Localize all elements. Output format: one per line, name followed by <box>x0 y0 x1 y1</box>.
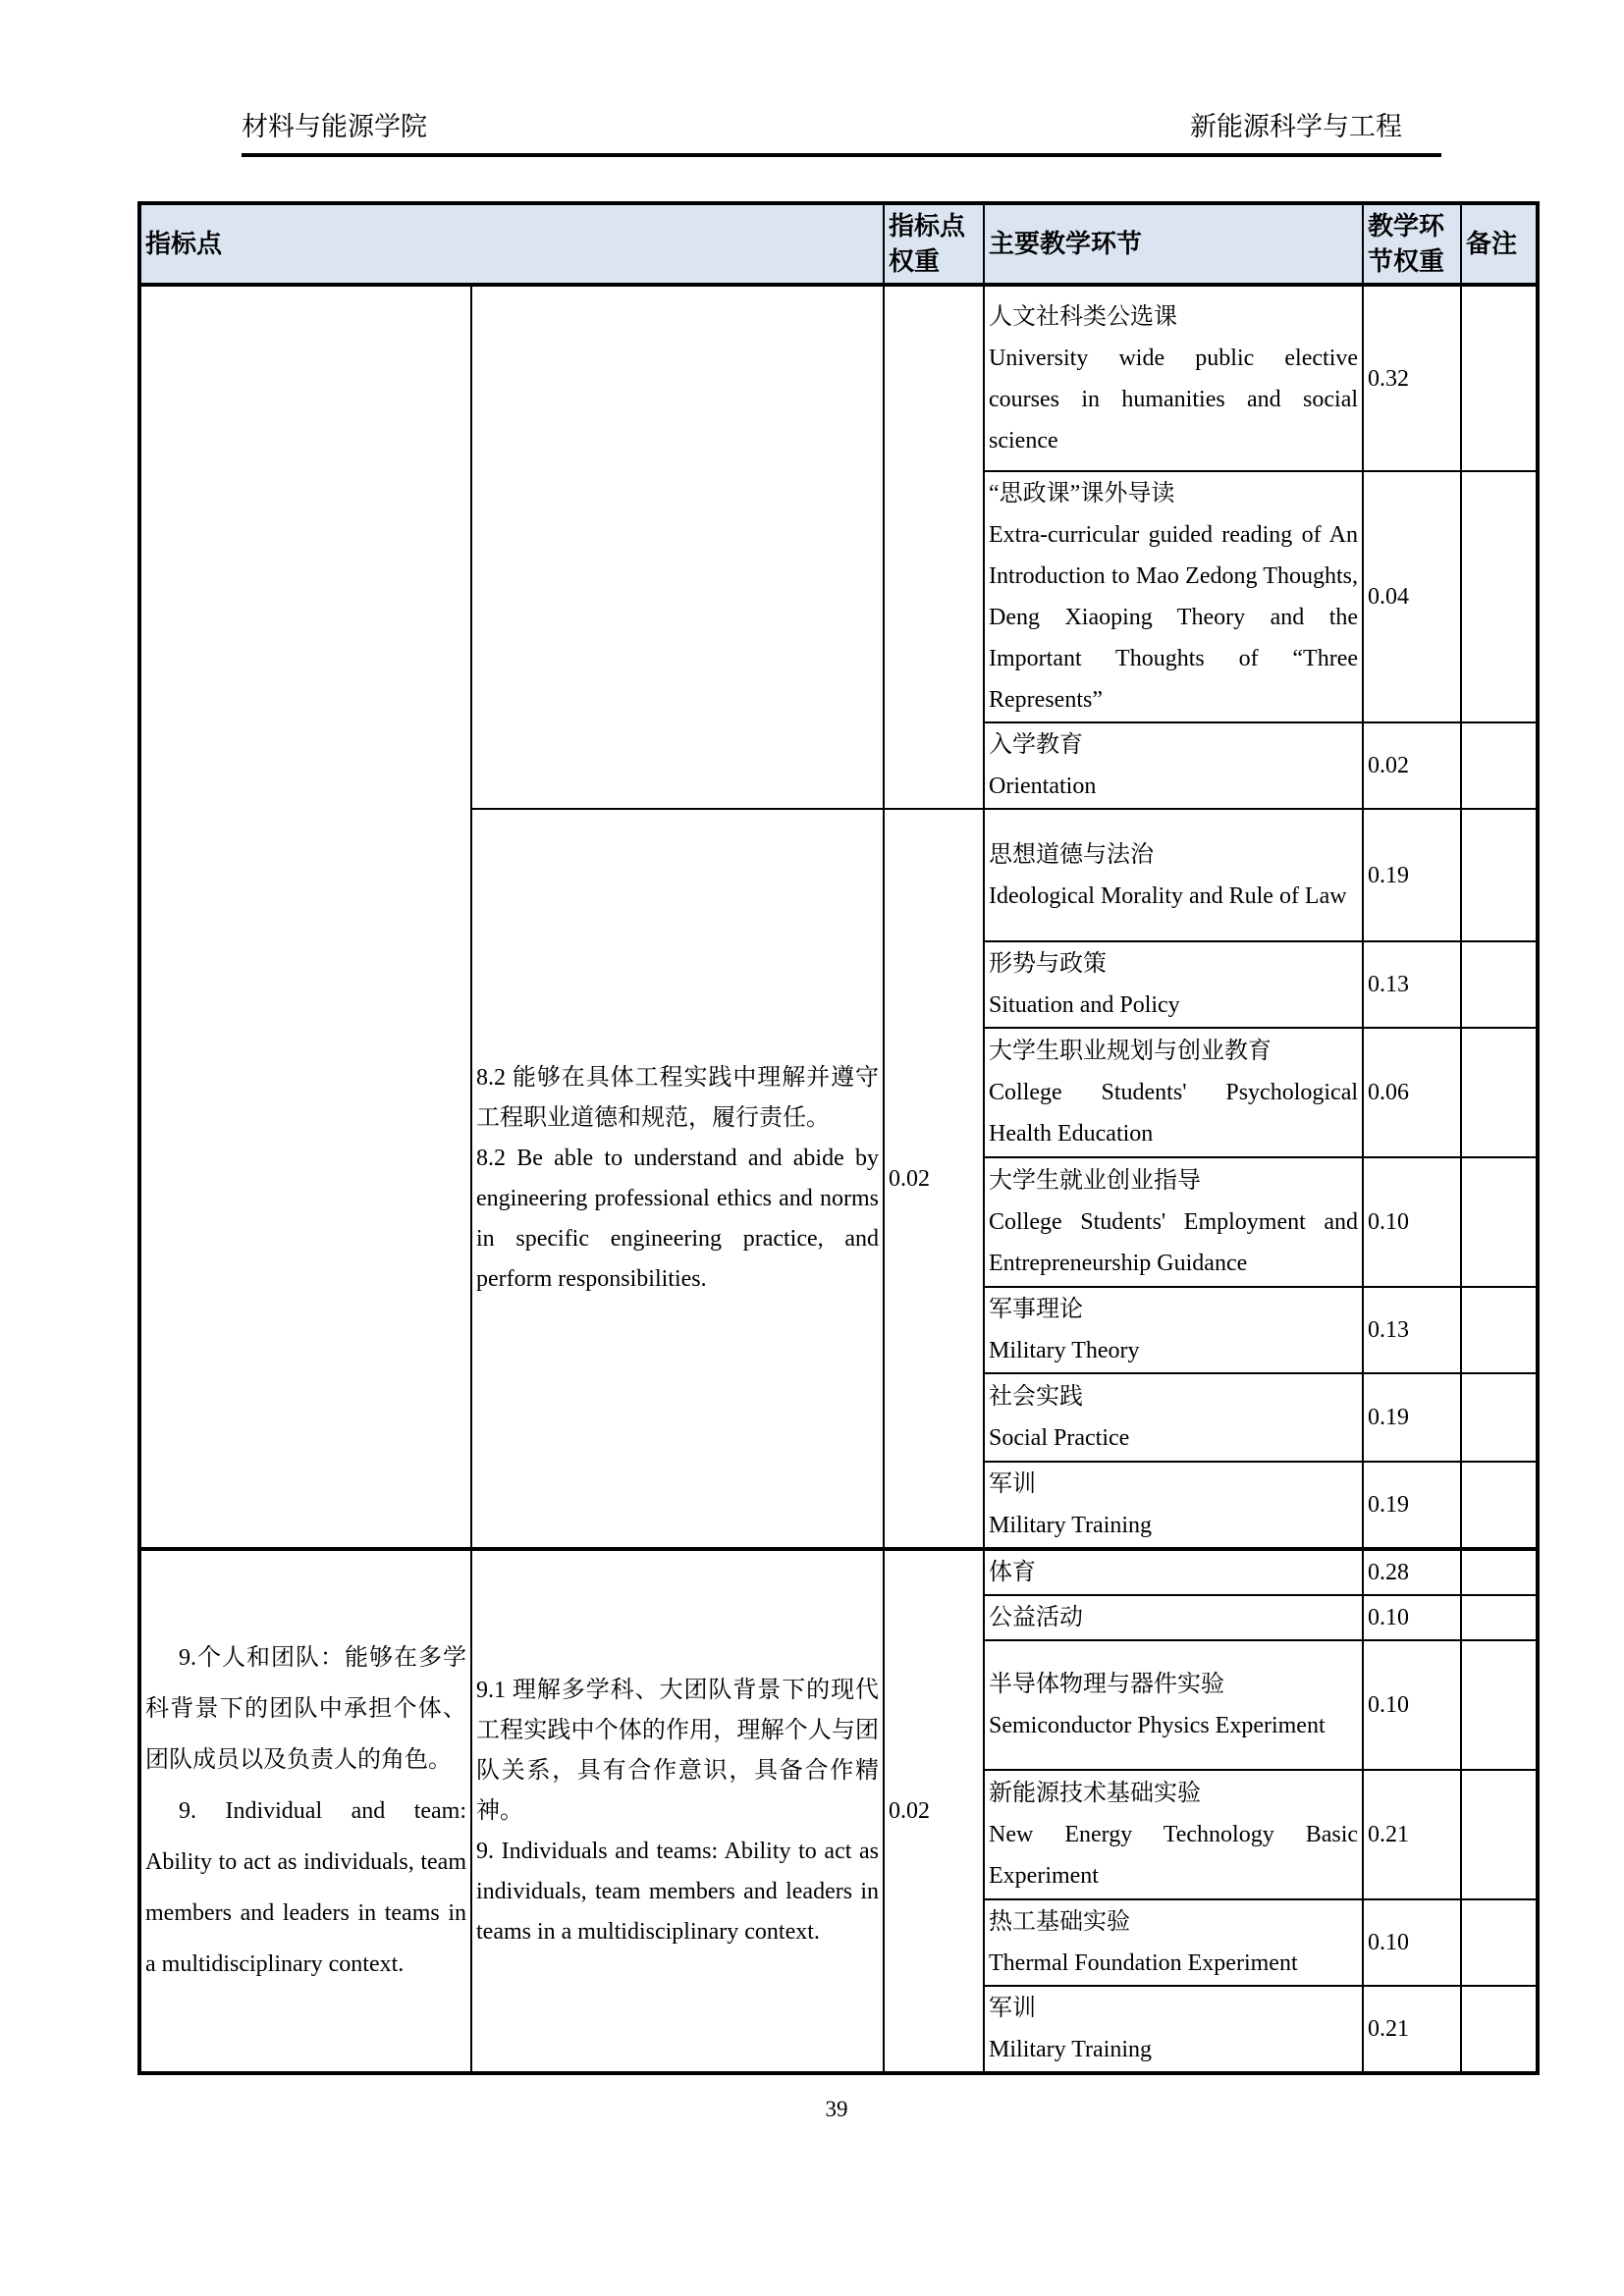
activity-name-cn: 公益活动 <box>989 1605 1084 1630</box>
remark-cell <box>1461 1986 1538 2073</box>
indicator-8-cell <box>139 285 471 1549</box>
indicator-9-cell <box>139 1549 471 2073</box>
indicator-8-1-cell <box>471 285 884 809</box>
col-header-activity-weight: 教学环节权重 <box>1363 203 1461 285</box>
page-number: 39 <box>825 2097 848 2121</box>
activity-name-en: College Students' Employment and Entrepreneurship Guidance <box>989 1209 1359 1276</box>
remark-cell <box>1461 809 1538 941</box>
activity-name-en: Orientation <box>989 774 1097 799</box>
indicator-8-2-cell <box>471 809 884 1549</box>
activity-cell <box>984 1373 1363 1462</box>
activity-name-cn: 入学教育 <box>989 732 1084 758</box>
header-program-name: 新能源科学与工程 <box>1190 112 1402 141</box>
activity-name-cn: 体育 <box>989 1560 1037 1585</box>
activity-cell <box>984 1549 1363 1595</box>
activity-name-en: New Energy Technology Basic Experiment <box>989 1822 1359 1889</box>
activity-weight-cell: 0.10 <box>1363 1899 1461 1986</box>
activity-name-cn: 军事理论 <box>989 1297 1084 1322</box>
remark-cell <box>1461 1899 1538 1986</box>
remark-cell <box>1461 1028 1538 1157</box>
activity-cell <box>984 1770 1363 1899</box>
activity-weight-cell: 0.21 <box>1363 1986 1461 2073</box>
activity-name-cn: 思想道德与法治 <box>989 841 1155 868</box>
indicator-8-2-text-en: 8.2 Be able to understand and abide by engineering professional ethics and norms in specific engineering practice, and perform responsibilities. <box>476 1145 880 1292</box>
activity-name-en: Extra-curricular guided reading of An Introduction to Mao Zedong Thoughts, Deng Xiaoping Theory and the Important Thoughts of “Three Represents” <box>989 522 1359 713</box>
activity-weight-cell: 0.19 <box>1363 1462 1461 1549</box>
activity-row <box>139 285 1538 471</box>
activity-cell <box>984 1640 1363 1770</box>
activity-name-cn: 新能源技术基础实验 <box>989 1781 1202 1806</box>
remark-cell <box>1461 722 1538 809</box>
activity-weight-cell: 0.02 <box>1363 722 1461 809</box>
activity-name-cn: 人文社科类公选课 <box>989 303 1178 330</box>
header-rule <box>242 153 1441 157</box>
activity-name-en: Ideological Morality and Rule of Law <box>989 882 1347 909</box>
activity-name-en: Military Training <box>989 2037 1153 2062</box>
activity-name-en: Thermal Foundation Experiment <box>989 1950 1298 1976</box>
col-header-indicator: 指标点 <box>139 203 884 285</box>
activity-cell <box>984 722 1363 809</box>
activity-cell <box>984 1595 1363 1640</box>
activity-weight-cell: 0.19 <box>1363 1373 1461 1462</box>
activity-name-cn: “思政课”课外导读 <box>989 481 1175 507</box>
remark-cell <box>1461 1462 1538 1549</box>
remark-cell <box>1461 471 1538 722</box>
activity-name-en: Situation and Policy <box>989 992 1180 1018</box>
activity-cell <box>984 1899 1363 1986</box>
remark-cell <box>1461 1287 1538 1373</box>
col-header-remark: 备注 <box>1461 203 1538 285</box>
activity-name-en: Social Practice <box>989 1425 1130 1451</box>
remark-cell <box>1461 941 1538 1028</box>
indicator-9-1-text-en: 9. Individuals and teams: Ability to act as individuals, team members and leaders in teams in a multidisciplinary context. <box>476 1838 880 1945</box>
indicator-8-2-weight-cell: 0.02 <box>884 809 984 1549</box>
curriculum-matrix-table <box>137 201 1540 2075</box>
activity-name-cn: 大学生职业规划与创业教育 <box>989 1039 1272 1064</box>
activity-row <box>139 1549 1538 1595</box>
remark-cell <box>1461 1373 1538 1462</box>
activity-weight-cell: 0.10 <box>1363 1640 1461 1770</box>
activity-name-cn: 军训 <box>989 1996 1037 2021</box>
activity-cell <box>984 471 1363 722</box>
activity-weight-cell: 0.10 <box>1363 1157 1461 1287</box>
remark-cell <box>1461 1157 1538 1287</box>
table-header-row <box>139 203 1538 285</box>
activity-weight-cell: 0.21 <box>1363 1770 1461 1899</box>
indicator-9-text-cn: 9.个人和团队：能够在多学科背景下的团队中承担个体、团队成员以及负责人的角色。 <box>145 1645 466 1773</box>
activity-name-cn: 热工基础实验 <box>989 1909 1131 1935</box>
activity-weight-cell: 0.06 <box>1363 1028 1461 1157</box>
header-college-name: 材料与能源学院 <box>242 112 427 141</box>
activity-name-cn: 大学生就业创业指导 <box>989 1168 1202 1194</box>
activity-cell <box>984 285 1363 471</box>
activity-name-en: College Students' Psychological Health Education <box>989 1080 1359 1147</box>
activity-cell <box>984 1157 1363 1287</box>
remark-cell <box>1461 1549 1538 1595</box>
activity-weight-cell: 0.19 <box>1363 809 1461 941</box>
indicator-8-1-weight-cell <box>884 285 984 809</box>
activity-name-en: University wide public elective courses in humanities and social science <box>989 345 1359 454</box>
indicator-9-1-weight-cell: 0.02 <box>884 1549 984 2073</box>
activity-weight-cell: 0.32 <box>1363 285 1461 471</box>
remark-cell <box>1461 1595 1538 1640</box>
activity-cell <box>984 941 1363 1028</box>
activity-weight-cell: 0.04 <box>1363 471 1461 722</box>
activity-weight-cell: 0.13 <box>1363 941 1461 1028</box>
remark-cell <box>1461 1640 1538 1770</box>
indicator-9-text-en: 9. Individual and team: Ability to act as individuals, team members and leaders in teams in a multidisciplinary context. <box>145 1798 466 1977</box>
activity-name-cn: 半导体物理与器件实验 <box>989 1672 1225 1697</box>
activity-cell <box>984 1287 1363 1373</box>
activity-weight-cell: 0.13 <box>1363 1287 1461 1373</box>
activity-cell <box>984 1986 1363 2073</box>
activity-name-en: Military Theory <box>989 1338 1140 1363</box>
activity-cell <box>984 1028 1363 1157</box>
activity-name-cn: 军训 <box>989 1471 1037 1497</box>
indicator-9-1-cell <box>471 1549 884 2073</box>
activity-name-cn: 形势与政策 <box>989 951 1108 977</box>
col-header-activity: 主要教学环节 <box>984 203 1363 285</box>
activity-weight-cell: 0.10 <box>1363 1595 1461 1640</box>
activity-name-en: Military Training <box>989 1513 1153 1538</box>
activity-name-cn: 社会实践 <box>989 1384 1084 1410</box>
indicator-9-1-text-cn: 9.1 理解多学科、大团队背景下的现代工程实践中个体的作用，理解个人与团队关系，具有合作意识，具备合作精神。 <box>476 1677 880 1824</box>
activity-cell <box>984 809 1363 941</box>
remark-cell <box>1461 1770 1538 1899</box>
col-header-indicator-weight: 指标点权重 <box>884 203 984 285</box>
activity-cell <box>984 1462 1363 1549</box>
activity-name-en: Semiconductor Physics Experiment <box>989 1713 1326 1738</box>
indicator-8-2-text-cn: 8.2 能够在具体工程实践中理解并遵守工程职业道德和规范，履行责任。 <box>476 1064 880 1131</box>
activity-weight-cell: 0.28 <box>1363 1549 1461 1595</box>
page-header <box>242 110 1441 143</box>
remark-cell <box>1461 285 1538 471</box>
